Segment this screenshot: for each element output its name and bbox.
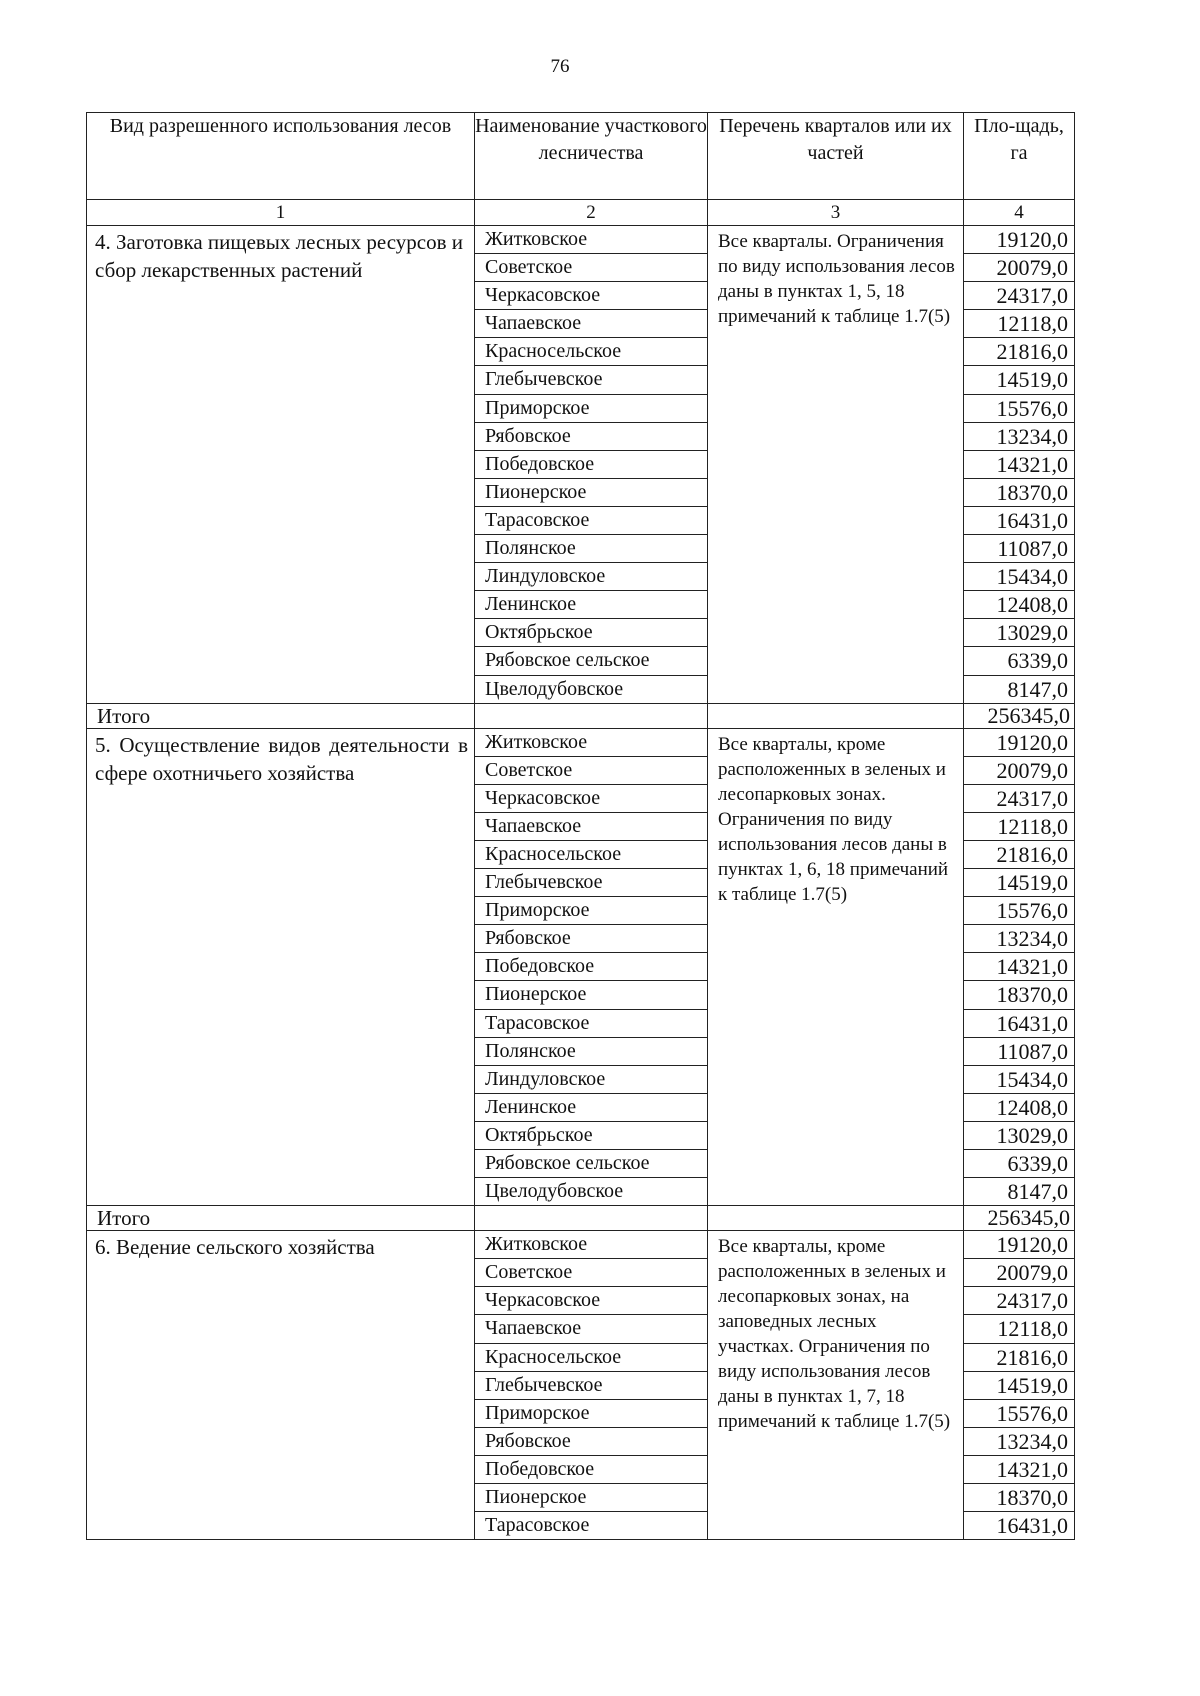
empty-cell (708, 703, 964, 728)
district-cell: Глебычевское (475, 1371, 708, 1399)
total-row (87, 1206, 1075, 1231)
district-cell: Победовское (475, 1455, 708, 1483)
district-cell: Красносельское (475, 1343, 708, 1371)
area-cell: 8147,0 (964, 1178, 1075, 1206)
district-cell: Тарасовское (475, 506, 708, 534)
area-cell: 19120,0 (964, 226, 1075, 254)
area-cell: 8147,0 (964, 675, 1075, 703)
column-number: 3 (708, 200, 964, 226)
area-cell: 24317,0 (964, 282, 1075, 310)
header-area: Пло-щадь, га (964, 113, 1075, 200)
district-cell: Черкасовское (475, 1287, 708, 1315)
district-cell: Чапаевское (475, 310, 708, 338)
area-cell: 15576,0 (964, 1399, 1075, 1427)
area-cell: 12408,0 (964, 591, 1075, 619)
area-cell: 12118,0 (964, 310, 1075, 338)
district-cell: Красносельское (475, 338, 708, 366)
district-cell: Красносельское (475, 840, 708, 868)
area-cell: 13234,0 (964, 422, 1075, 450)
district-cell: Тарасовское (475, 1512, 708, 1540)
district-cell: Рябовское (475, 422, 708, 450)
district-cell: Приморское (475, 897, 708, 925)
area-cell: 6339,0 (964, 647, 1075, 675)
district-cell: Черкасовское (475, 784, 708, 812)
table-row (87, 1231, 1075, 1259)
area-cell: 13234,0 (964, 925, 1075, 953)
area-cell: 20079,0 (964, 1259, 1075, 1287)
area-cell: 13029,0 (964, 619, 1075, 647)
district-cell: Приморское (475, 394, 708, 422)
use-type-cell: 6. Ведение сельского хозяйства (87, 1231, 475, 1540)
district-cell: Победовское (475, 450, 708, 478)
header-district: Наименование участкового лесничества (475, 113, 708, 200)
area-cell: 18370,0 (964, 981, 1075, 1009)
area-cell: 20079,0 (964, 756, 1075, 784)
district-cell: Житковское (475, 1231, 708, 1259)
area-cell: 14321,0 (964, 953, 1075, 981)
area-cell: 13029,0 (964, 1121, 1075, 1149)
district-cell: Цвелодубовское (475, 675, 708, 703)
area-cell: 24317,0 (964, 1287, 1075, 1315)
district-cell: Чапаевское (475, 1315, 708, 1343)
district-cell: Рябовское (475, 1427, 708, 1455)
district-cell: Ленинское (475, 591, 708, 619)
quarters-note-cell: Все кварталы, кроме расположенных в зеленых и лесопарковых зонах. Ограничения по виду использования лесов даны в пунктах 1, 6, 18 примечаний к таблице 1.7(5) (708, 728, 964, 1206)
district-cell: Глебычевское (475, 869, 708, 897)
table-body (87, 113, 1075, 1540)
district-cell: Рябовское сельское (475, 1150, 708, 1178)
total-row (87, 703, 1075, 728)
empty-cell (475, 1206, 708, 1231)
total-value: 256345,0 (964, 703, 1075, 728)
area-cell: 20079,0 (964, 254, 1075, 282)
area-cell: 21816,0 (964, 1343, 1075, 1371)
area-cell: 14519,0 (964, 366, 1075, 394)
district-cell: Ленинское (475, 1093, 708, 1121)
district-cell: Тарасовское (475, 1009, 708, 1037)
area-cell: 19120,0 (964, 728, 1075, 756)
area-cell: 21816,0 (964, 840, 1075, 868)
district-cell: Октябрьское (475, 619, 708, 647)
area-cell: 13234,0 (964, 1427, 1075, 1455)
area-cell: 11087,0 (964, 535, 1075, 563)
area-cell: 18370,0 (964, 478, 1075, 506)
table-row (87, 226, 1075, 254)
district-cell: Победовское (475, 953, 708, 981)
district-cell: Пионерское (475, 478, 708, 506)
district-cell: Цвелодубовское (475, 1178, 708, 1206)
area-cell: 15576,0 (964, 394, 1075, 422)
district-cell: Пионерское (475, 1484, 708, 1512)
district-cell: Полянское (475, 1037, 708, 1065)
area-cell: 6339,0 (964, 1150, 1075, 1178)
area-cell: 15434,0 (964, 1065, 1075, 1093)
empty-cell (475, 703, 708, 728)
quarters-note-cell: Все кварталы. Ограничения по виду использования лесов даны в пунктах 1, 5, 18 примечаний к таблице 1.7(5) (708, 226, 964, 704)
area-cell: 12118,0 (964, 1315, 1075, 1343)
area-cell: 16431,0 (964, 1009, 1075, 1037)
district-cell: Линдуловское (475, 563, 708, 591)
district-cell: Глебычевское (475, 366, 708, 394)
district-cell: Полянское (475, 535, 708, 563)
area-cell: 16431,0 (964, 506, 1075, 534)
empty-cell (708, 1206, 964, 1231)
total-label: Итого (87, 703, 475, 728)
area-cell: 14519,0 (964, 869, 1075, 897)
column-number: 1 (87, 200, 475, 226)
column-number: 2 (475, 200, 708, 226)
column-number: 4 (964, 200, 1075, 226)
quarters-note-cell: Все кварталы, кроме расположенных в зеленых и лесопарковых зонах, на заповедных лесных участках. Ограничения по виду использования лесов даны в пунктах 1, 7, 18 примечаний к таблице 1.7(5) (708, 1231, 964, 1540)
column-number-row (87, 200, 1075, 226)
use-type-cell: 5. Осуществление видов деятельности в сфере охотничьего хозяйства (87, 728, 475, 1206)
header-row (87, 113, 1075, 200)
district-cell: Октябрьское (475, 1121, 708, 1149)
district-cell: Приморское (475, 1399, 708, 1427)
area-cell: 12408,0 (964, 1093, 1075, 1121)
total-value: 256345,0 (964, 1206, 1075, 1231)
table-row (87, 728, 1075, 756)
area-cell: 21816,0 (964, 338, 1075, 366)
area-cell: 24317,0 (964, 784, 1075, 812)
area-cell: 14519,0 (964, 1371, 1075, 1399)
header-quarters: Перечень кварталов или их частей (708, 113, 964, 200)
district-cell: Пионерское (475, 981, 708, 1009)
area-cell: 11087,0 (964, 1037, 1075, 1065)
area-cell: 15434,0 (964, 563, 1075, 591)
district-cell: Рябовское сельское (475, 647, 708, 675)
area-cell: 16431,0 (964, 1512, 1075, 1540)
district-cell: Житковское (475, 226, 708, 254)
page-number: 76 (550, 56, 570, 77)
area-cell: 15576,0 (964, 897, 1075, 925)
area-cell: 18370,0 (964, 1484, 1075, 1512)
header-use-type: Вид разрешенного использования лесов (87, 113, 475, 200)
area-cell: 19120,0 (964, 1231, 1075, 1259)
area-cell: 12118,0 (964, 812, 1075, 840)
total-label: Итого (87, 1206, 475, 1231)
district-cell: Советское (475, 254, 708, 282)
district-cell: Советское (475, 1259, 708, 1287)
forest-use-table (86, 112, 1075, 1540)
district-cell: Черкасовское (475, 282, 708, 310)
district-cell: Чапаевское (475, 812, 708, 840)
district-cell: Рябовское (475, 925, 708, 953)
district-cell: Советское (475, 756, 708, 784)
use-type-cell: 4. Заготовка пищевых лесных ресурсов и сбор лекарственных растений (87, 226, 475, 704)
district-cell: Житковское (475, 728, 708, 756)
district-cell: Линдуловское (475, 1065, 708, 1093)
area-cell: 14321,0 (964, 450, 1075, 478)
area-cell: 14321,0 (964, 1455, 1075, 1483)
